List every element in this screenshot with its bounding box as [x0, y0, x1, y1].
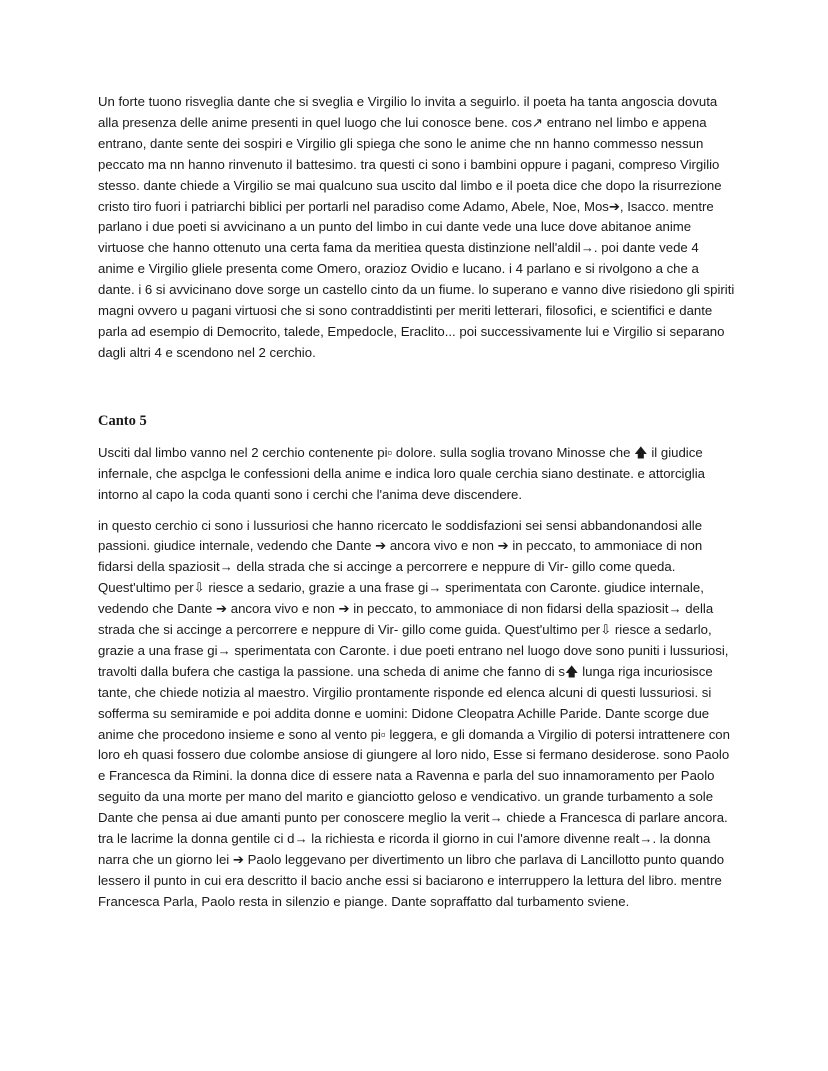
canto-heading: Canto 5: [98, 412, 147, 429]
canto5-paragraph-2: in questo cerchio ci sono i lussuriosi che hanno ricercato le soddisfazioni sei sensi abbandonandosi alle passioni. giudice internale, vedendo che Dante ➔ ancora vivo e non ➔ in peccato, to ammoniace di non fidarsi della spaziosit→ della strada che si accinge a percorrere e neppure di Vir- gillo come queda. Quest'ultimo per⇩ riesce a sedario, grazie a una frase gi→ sperimentata con Caronte. giudice internale, vedendo che Dante ➔ ancora vivo e non ➔ in peccato, to ammoniace di non fidarsi della spaziosit→ della strada che si accinge a percorrere e neppure di Vir- gillo come guida. Quest'ultimo per⇩ riesce a sedarlo, grazie a una frase gi→ sperimentata con Caronte. i due poeti entrano nel luogo dove sono puniti i lussuriosi, travolti dalla bufera che castiga la passione. una scheda di anime che fanno di s🡅 lunga riga incuriosisce tante, che chiede notizia al maestro. Virgilio prontamente risponde ed elenca alcuni di questi lussuriosi. si sofferma su semiramide e poi addita donne e uomini: Didone Cleopatra Achille Paride. Dante scorge due anime che procedono insieme e sono al vento pi▫ leggera, e gli domanda a Virgilio di potersi intrattenere con loro eh quasi fossero due colombe ansiose di giungere al loro nido, Esse si fermano desiderose. sono Paolo e Francesca da Rimini. la donna dice di essere nata a Ravenna e parla del suo innamoramento per Paolo seguito da una morte per mano del marito e gianciotto geloso e vendicativo. un grande turbamento a sole Dante che pensa ai due amanti punto per conoscere meglio la verit→ chiede a Francesca di parlare ancora. tra le lacrime la donna gentile ci d→ la richiesta e ricorda il giorno in cui l'amore divenne realt→. la donna narra che un giorno lei ➔ Paolo leggevano per divertimento un libro che parlava di Lancillotto punto quando lessero il punto in cui era descritto il bacio anche essi si baciarono e interruppero la lettura del libro. mentre Francesca Parla, Paolo resta in silenzio e piange. Dante sopraffatto dal turbamento sviene.: [98, 517, 730, 909]
canto5-paragraph-1: Usciti dal limbo vanno nel 2 cerchio contenente pi▫ dolore. sulla soglia trovano Minosse che 🡅 il giudice infernale, che aspclga le confessioni della anime e indica loro quale cerchia siano destinate. e attorciglia intorno al capo la coda quanti sono i cerchi che l'anima deve discendere.: [98, 444, 705, 502]
intro-paragraph: Un forte tuono risveglia dante che si sveglia e Virgilio lo invita a seguirlo. il poeta ha tanta angoscia dovuta alla presenza delle anime presenti in quel luogo che lui conosce bene. cos↗ entrano nel limbo e appena entrano, dante sente dei sospiri e Virgilio gli spiega che sono le anime che nn hanno commesso nessun peccato ma nn hanno rinvenuto il battesimo. tra questi ci sono i bambini oppure i pagani, compreso Virgilio stesso. dante chiede a Virgilio se mai qualcuno sua uscito dal limbo e il poeta dice che dopo la risurrezione cristo tiro fuori i patriarchi biblici per portarli nel paradiso come Adamo, Abele, Noe, Mos➔, Isacco. mentre parlano i due poeti si avvicinano a un punto del limbo in cui dante vede una luce dove abitanoe anime virtuose che hanno ottenuto una certa fama da meritiea questa distinzione nell'aldil→. poi dante vede 4 anime e Virgilio gliele presenta come Omero, orazioz Ovidio e lucano. i 4 parlano e si rivolgono a che a dante. i 6 si avvicinano dove sorge un castello cinto da un fiume. lo superano e vanno dive risiedono gli spiriti magni ovvero u pagani virtuosi che si sono contraddistinti per meriti letterari, filosofici, e scientifici e dante parla ad esempio di Democrito, talede, Empedocle, Eraclito... poi successivamente lui e Virgilio si separano dagli altri 4 e scendono nel 2 cerchio.: [98, 94, 735, 360]
document-page: [98, 92, 738, 913]
